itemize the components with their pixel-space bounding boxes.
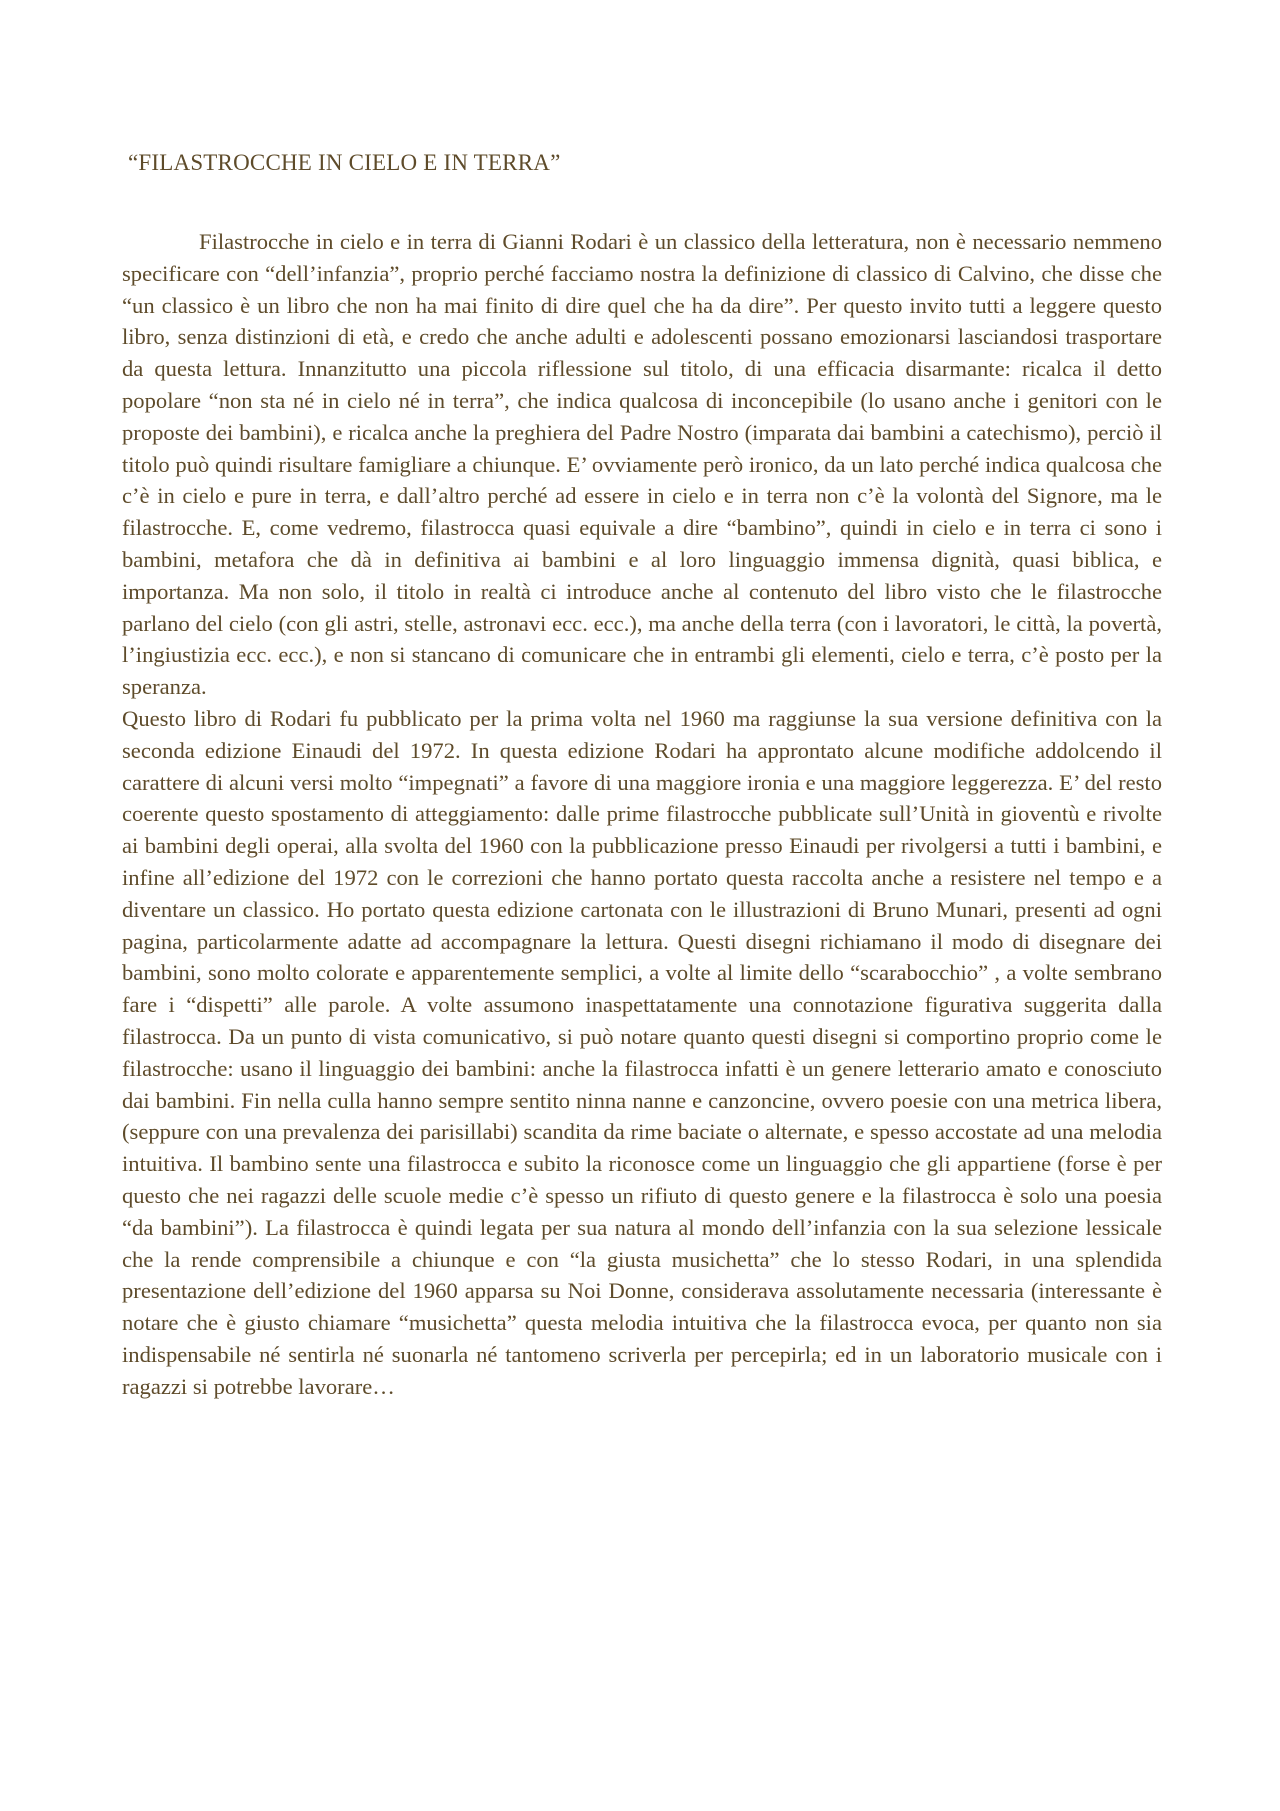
document-body — [122, 226, 1162, 1402]
paragraph-2: Questo libro di Rodari fu pubblicato per la prima volta nel 1960 ma raggiunse la sua versione definitiva con la seconda edizione Einaudi del 1972. In questa edizione Rodari ha approntato alcune modifiche addolcendo il carattere di alcuni versi molto “impegnati” a favore di una maggiore ironia e una maggiore leggerezza. E’ del resto coerente questo spostamento di atteggiamento: dalle prime filastrocche pubblicate sull’Unità in gioventù e rivolte ai bambini degli operai, alla svolta del 1960 con la pubblicazione presso Einaudi per rivolgersi a tutti i bambini, e infine all’edizione del 1972 con le correzioni che hanno portato questa raccolta anche a resistere nel tempo e a diventare un classico. Ho portato questa edizione cartonata con le illustrazioni di Bruno Munari, presenti ad ogni pagina, particolarmente adatte ad accompagnare la lettura. Questi disegni richiamano il modo di disegnare dei bambini, sono molto colorate e apparentemente semplici, a volte al limite dello “scarabocchio” , a volte sembrano fare i “dispetti” alle parole. A volte assumono inaspettatamente una connotazione figurativa suggerita dalla filastrocca. Da un punto di vista comunicativo, si può notare quanto questi disegni si comportino proprio come le filastrocche: usano il linguaggio dei bambini: anche la filastrocca infatti è un genere letterario amato e conosciuto dai bambini. Fin nella culla hanno sempre sentito ninna nanne e canzoncine, ovvero poesie con una metrica libera, (seppure con una prevalenza dei parisillabi) scandita da rime baciate o alternate, e spesso accostate ad una melodia intuitiva. Il bambino sente una filastrocca e subito la riconosce come un linguaggio che gli appartiene (forse è per questo che nei ragazzi delle scuole medie c’è spesso un rifiuto di questo genere e la filastrocca è solo una poesia “da bambini”). La filastrocca è quindi legata per sua natura al mondo dell’infanzia con la sua selezione lessicale che la rende comprensibile a chiunque e con “la giusta musichetta” che lo stesso Rodari, in una splendida presentazione dell’edizione del 1960 apparsa su Noi Donne, considerava assolutamente necessaria (interessante è notare che è giusto chiamare “musichetta” questa melodia intuitiva che la filastrocca evoca, per quanto non sia indispensabile né sentirla né suonarla né tantomeno scriverla per percepirla; ed in un laboratorio musicale con i ragazzi si potrebbe lavorare… — [122, 705, 1162, 1399]
page-title: “FILASTROCCHE IN CIELO E IN TERRA” — [128, 150, 561, 175]
paragraph-1: Filastrocche in cielo e in terra di Gianni Rodari è un classico della letteratura, non è necessario nemmeno specificare con “dell’infanzia”, proprio perché facciamo nostra la definizione di classico di Calvino, che disse che “un classico è un libro che non ha mai finito di dire quel che ha da dire”. Per questo invito tutti a leggere questo libro, senza distinzioni di età, e credo che anche adulti e adolescenti possano emozionarsi lasciandosi trasportare da questa lettura. Innanzitutto una piccola riflessione sul titolo, di una efficacia disarmante: ricalca il detto popolare “non sta né in cielo né in terra”, che indica qualcosa di inconcepibile (lo usano anche i genitori con le proposte dei bambini), e ricalca anche la preghiera del Padre Nostro (imparata dai bambini a catechismo), perciò il titolo può quindi risultare famigliare a chiunque. E’ ovviamente però ironico, da un lato perché indica qualcosa che c’è in cielo e pure in terra, e dall’altro perché ad essere in cielo e in terra non c’è la volontà del Signore, ma le filastrocche. E, come vedremo, filastrocca quasi equivale a dire “bambino”, quindi in cielo e in terra ci sono i bambini, metafora che dà in definitiva ai bambini e al loro linguaggio immensa dignità, quasi biblica, e importanza. Ma non solo, il titolo in realtà ci introduce anche al contenuto del libro visto che le filastrocche parlano del cielo (con gli astri, stelle, astronavi ecc. ecc.), ma anche della terra (con i lavoratori, le città, la povertà, l’ingiustizia ecc. ecc.), e non si stancano di comunicare che in entrambi gli elementi, cielo e terra, c’è posto per la speranza. — [122, 229, 1162, 700]
